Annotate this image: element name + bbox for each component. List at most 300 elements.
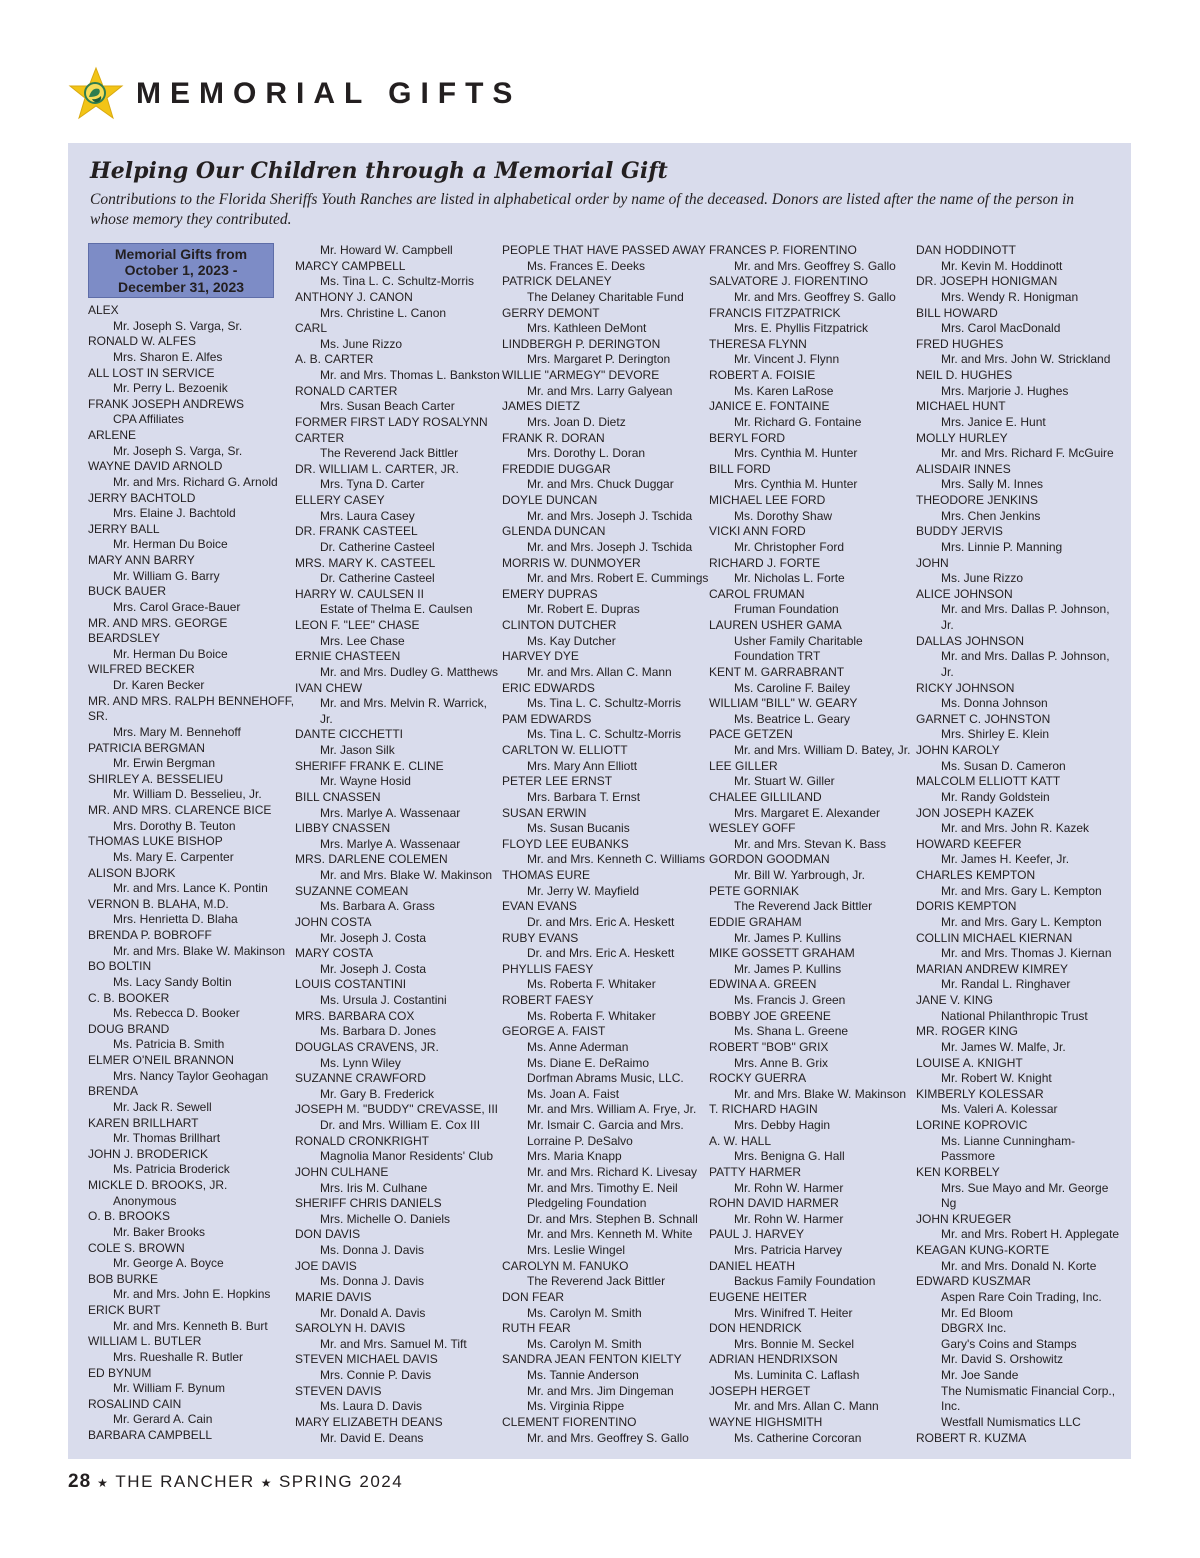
deceased-name: WAYNE HIGHSMITH xyxy=(709,1414,823,1429)
donor-name: Mr. Herman Du Boice xyxy=(113,537,228,552)
deceased-name: ROBERT "BOB" GRIX xyxy=(709,1039,829,1054)
deceased-name: JANICE E. FONTAINE xyxy=(709,399,830,414)
deceased-name: ERIC EDWARDS xyxy=(502,680,595,695)
deceased-name: KAREN BRILLHART xyxy=(88,1115,199,1130)
donor-name: Ms. Laura D. Davis xyxy=(320,1399,423,1414)
donor-name: Mr. Gerard A. Cain xyxy=(113,1412,213,1427)
donor-name: Mrs. Iris M. Culhane xyxy=(320,1180,428,1195)
deceased-name: KEN KORBELY xyxy=(916,1164,1000,1179)
donor-name: Mrs. Winifred T. Heiter xyxy=(734,1305,853,1320)
donor-name: Mr. and Mrs. Allan C. Mann xyxy=(527,664,672,679)
gift-column-1 xyxy=(88,243,295,1444)
donor-name: Usher Family Charitable xyxy=(734,633,863,648)
deceased-name: MRS. DARLENE COLEMEN xyxy=(295,852,448,867)
deceased-name: WILLIE "ARMEGY" DEVORE xyxy=(502,368,660,382)
donor-name: Mr. and Mrs. Geoffrey S. Gallo xyxy=(527,1430,689,1445)
donor-name: Mrs. Anne B. Grix xyxy=(734,1055,829,1070)
deceased-name: PETER LEE ERNST xyxy=(502,774,613,789)
deceased-name: THEODORE JENKINS xyxy=(916,493,1039,507)
donor-name: Mr. James W. Malfe, Jr. xyxy=(941,1039,1066,1054)
donor-name: Mr. Jerry W. Mayfield xyxy=(527,883,640,898)
deceased-name: PATRICIA BERGMAN xyxy=(88,740,205,755)
deceased-name: LIBBY CNASSEN xyxy=(295,821,391,836)
deceased-name: MARIE DAVIS xyxy=(295,1289,372,1304)
donor-name: Mr. Ed Bloom xyxy=(941,1305,1014,1320)
donor-name: Mrs. Linnie P. Manning xyxy=(941,539,1063,554)
deceased-name: EDDIE GRAHAM xyxy=(709,914,802,929)
deceased-name: ROSALIND CAIN xyxy=(88,1396,182,1411)
donor-name: Mrs. Marlye A. Wassenaar xyxy=(320,805,461,820)
donor-name: Dr. Catherine Casteel xyxy=(320,539,435,554)
donor-name: Mr. and Mrs. Jim Dingeman xyxy=(527,1383,674,1398)
donor-name: Ms. Francis J. Green xyxy=(734,993,846,1007)
deceased-name: ANTHONY J. CANON xyxy=(295,289,413,304)
donor-name: Mr. and Mrs. Gary L. Kempton xyxy=(941,914,1102,929)
deceased-name: ROBERT R. KUZMA xyxy=(916,1430,1027,1445)
deceased-name: EUGENE HEITER xyxy=(709,1289,808,1304)
donor-name: Mr. and Mrs. Gary L. Kempton xyxy=(941,883,1102,898)
panel-title: Helping Our Children through a Memorial Gift xyxy=(90,158,668,184)
deceased-name: ALISON BJORK xyxy=(88,865,176,880)
deceased-name: SAROLYN H. DAVIS xyxy=(295,1321,406,1336)
donor-name: Mr. and Mrs. Geoffrey S. Gallo xyxy=(734,258,896,273)
deceased-name: CLINTON DUTCHER xyxy=(502,618,617,632)
donor-name: Mr. and Mrs. Robert E. Cummings xyxy=(527,571,709,586)
deceased-name: SHERIFF FRANK E. CLINE xyxy=(295,758,444,773)
deceased-name: MR. AND MRS. CLARENCE BICE xyxy=(88,803,272,817)
donor-name: Mrs. Chen Jenkins xyxy=(941,508,1041,523)
deceased-name: STEVEN DAVIS xyxy=(295,1383,382,1398)
deceased-name: HARVEY DYE xyxy=(502,649,579,664)
donor-name: Mrs. Maria Knapp xyxy=(527,1149,622,1164)
deceased-name: MRS. BARBARA COX xyxy=(295,1008,415,1023)
deceased-name: ALISDAIR INNES xyxy=(916,461,1011,476)
donor-name: Mrs. Mary M. Bennehoff xyxy=(113,724,241,739)
donor-name: Ms. Carolyn M. Smith xyxy=(527,1305,642,1320)
donor-name: Mr. William D. Besselieu, Jr. xyxy=(113,787,262,802)
deceased-name: ELMER O'NEIL BRANNON xyxy=(88,1053,234,1067)
donor-name: The Delaney Charitable Fund xyxy=(527,289,684,304)
deceased-name: ERICK BURT xyxy=(88,1303,161,1317)
donor-name: Mr. Gary B. Frederick xyxy=(320,1086,435,1101)
donor-name: Mrs. Elaine J. Bachtold xyxy=(113,506,236,521)
deceased-name: ALL LOST IN SERVICE xyxy=(88,365,215,380)
donor-name: Mr. and Mrs. Blake W. Makinson xyxy=(113,943,286,958)
deceased-name: JOHN COSTA xyxy=(295,914,372,929)
deceased-name: JAMES DIETZ xyxy=(502,399,581,414)
deceased-name: A. W. HALL xyxy=(709,1133,772,1148)
donor-name: Mr. and Mrs. Chuck Duggar xyxy=(527,477,674,492)
deceased-name: FRED HUGHES xyxy=(916,336,1004,351)
donor-name: Mr. and Mrs. Stevan K. Bass xyxy=(734,836,887,851)
star-logo-icon xyxy=(68,66,124,122)
donor-name: Ms. Donna J. Davis xyxy=(320,1243,425,1257)
donor-name: Ms. Donna Johnson xyxy=(941,696,1048,711)
deceased-name: BO BOLTIN xyxy=(88,959,152,974)
donor-name: Mrs. Benigna G. Hall xyxy=(734,1149,845,1164)
deceased-name: JANE V. KING xyxy=(916,993,993,1007)
donor-name: Anonymous xyxy=(113,1193,177,1208)
donor-name: Estate of Thelma E. Caulsen xyxy=(320,602,473,617)
deceased-name: DOUG BRAND xyxy=(88,1021,170,1036)
deceased-name: MICHAEL HUNT xyxy=(916,399,1006,414)
deceased-name: HOWARD KEEFER xyxy=(916,836,1022,851)
donor-name: DBGRX Inc. xyxy=(941,1321,1007,1336)
donor-name: Ms. Beatrice L. Geary xyxy=(734,711,851,726)
donor-name: Ms. Donna J. Davis xyxy=(320,1274,425,1289)
donor-name: Dr. and Mrs. William E. Cox III xyxy=(320,1118,481,1132)
deceased-name: MARY ELIZABETH DEANS xyxy=(295,1414,443,1429)
deceased-name: BOBBY JOE GREENE xyxy=(709,1008,831,1023)
deceased-name: GEORGE A. FAIST xyxy=(502,1024,606,1039)
donor-name: Mrs. Tyna D. Carter xyxy=(320,477,425,492)
deceased-name: JERRY BALL xyxy=(88,521,160,536)
donor-name: Mr. and Mrs. Richard F. McGuire xyxy=(941,446,1114,461)
deceased-name: WILFRED BECKER xyxy=(88,662,195,677)
donor-name: Mr. and Mrs. Blake W. Makinson xyxy=(320,868,493,882)
donor-name: Dr. and Mrs. Eric A. Heskett xyxy=(527,914,675,929)
donor-name: Mrs. Sharon E. Alfes xyxy=(113,349,223,364)
deceased-name: SHERIFF CHRIS DANIELS xyxy=(295,1196,442,1211)
donor-name: Ms. Lacy Sandy Boltin xyxy=(113,974,232,989)
donor-name: Mr. and Mrs. Kenneth B. Burt xyxy=(113,1318,268,1333)
donor-name: Ms. Barbara D. Jones xyxy=(320,1024,437,1039)
deceased-name: LORINE KOPROVIC xyxy=(916,1118,1028,1132)
donor-name: Mr. James P. Kullins xyxy=(734,930,842,945)
deceased-name: PACE GETZEN xyxy=(709,727,793,742)
deceased-name: CLEMENT FIORENTINO xyxy=(502,1414,637,1429)
donor-name: Ms. Valeri A. Kolessar xyxy=(941,1102,1058,1117)
deceased-name: HARRY W. CAULSEN II xyxy=(295,586,424,601)
donor-name: Mr. Joe Sande xyxy=(941,1368,1019,1382)
donor-name: Mrs. Rueshalle R. Butler xyxy=(113,1349,244,1364)
donor-name: Ms. Lianne Cunningham- xyxy=(941,1133,1076,1148)
donor-name: Mr. Joseph S. Varga, Sr. xyxy=(113,443,243,458)
deceased-name: KEAGAN KUNG-KORTE xyxy=(916,1243,1050,1257)
gift-column-2 xyxy=(295,243,500,1446)
donor-name: Mr. and Mrs. Robert H. Applegate xyxy=(941,1227,1120,1242)
donor-name: Ms. Catherine Corcoran xyxy=(734,1430,862,1445)
donor-name: Ms. Barbara A. Grass xyxy=(320,899,435,914)
donor-name: Ms. Tina L. C. Schultz-Morris xyxy=(527,696,682,711)
donor-name: Mr. and Mrs. Timothy E. Neil xyxy=(527,1180,678,1195)
donor-name: Lorraine P. DeSalvo xyxy=(527,1133,633,1148)
donor-name: Foundation TRT xyxy=(734,649,821,664)
deceased-name: PEOPLE THAT HAVE PASSED AWAY xyxy=(502,243,706,257)
donor-name: Ms. Carolyn M. Smith xyxy=(527,1336,642,1351)
deceased-name: MALCOLM ELLIOTT KATT xyxy=(916,774,1061,789)
donor-name: Mr. Howard W. Campbell xyxy=(320,243,453,257)
deceased-name: GERRY DEMONT xyxy=(502,305,600,320)
donor-name: Ms. Diane E. DeRaimo xyxy=(527,1055,650,1070)
donor-name: Mrs. Kathleen DeMont xyxy=(527,321,647,336)
page-title: MEMORIAL GIFTS xyxy=(136,77,522,110)
donor-name: Mr. George A. Boyce xyxy=(113,1256,224,1271)
deceased-name: CARTER xyxy=(295,430,345,445)
donor-name: National Philanthropic Trust xyxy=(941,1008,1088,1023)
donor-name: Backus Family Foundation xyxy=(734,1274,876,1289)
donor-name: Ms. Joan A. Faist xyxy=(527,1086,620,1101)
donor-name: Mrs. Debby Hagin xyxy=(734,1118,831,1132)
donor-name: Mr. Perry L. Bezoenik xyxy=(113,381,228,396)
deceased-name: JOHN CULHANE xyxy=(295,1164,389,1179)
deceased-name: BERYL FORD xyxy=(709,430,786,445)
donor-name: Mr. William G. Barry xyxy=(113,568,220,583)
deceased-name: VICKI ANN FORD xyxy=(709,524,806,539)
deceased-name: JOSEPH M. "BUDDY" CREVASSE, III xyxy=(295,1102,499,1117)
deceased-name: RUBY EVANS xyxy=(502,930,579,945)
donor-name: Ms. Virginia Rippe xyxy=(527,1399,625,1414)
deceased-name: FRANCES P. FIORENTINO xyxy=(709,243,857,257)
deceased-name: T. RICHARD HAGIN xyxy=(709,1102,818,1117)
donor-name: Mr. James H. Keefer, Jr. xyxy=(941,852,1070,867)
deceased-name: COLLIN MICHAEL KIERNAN xyxy=(916,930,1073,945)
donor-name: Ms. Luminita C. Laflash xyxy=(734,1368,860,1382)
donor-name: Mr. and Mrs. Kenneth M. White xyxy=(527,1227,693,1242)
deceased-name: JERRY BACHTOLD xyxy=(88,490,196,505)
deceased-name: BARBARA CAMPBELL xyxy=(88,1428,213,1442)
donor-name: Mr. Joseph J. Costa xyxy=(320,961,427,976)
donor-name: Ms. Tina L. C. Schultz-Morris xyxy=(320,274,475,289)
donor-name: Mr. Robert E. Dupras xyxy=(527,602,640,617)
donor-name: Dr. Karen Becker xyxy=(113,678,205,692)
deceased-name: DORIS KEMPTON xyxy=(916,899,1017,914)
deceased-name: LAUREN USHER GAMA xyxy=(709,618,842,632)
donor-name: Mr. and Mrs. Richard G. Arnold xyxy=(113,474,278,489)
donor-name: Mrs. Susan Beach Carter xyxy=(320,399,455,414)
deceased-name: BOB BURKE xyxy=(88,1271,159,1286)
deceased-name: ROBERT FAESY xyxy=(502,993,594,1007)
donor-name: Mr. and Mrs. Joseph J. Tschida xyxy=(527,508,693,523)
deceased-name: MARCY CAMPBELL xyxy=(295,258,406,273)
deceased-name: RONALD CRONKRIGHT xyxy=(295,1133,430,1148)
donor-name: Mr. David S. Orshowitz xyxy=(941,1352,1064,1367)
deceased-name: ROHN DAVID HARMER xyxy=(709,1196,839,1211)
deceased-name: ALEX xyxy=(88,303,119,317)
deceased-name: LEON F. "LEE" CHASE xyxy=(295,618,420,632)
deceased-name: ROCKY GUERRA xyxy=(709,1071,807,1086)
donor-name: Mr. and Mrs. William A. Frye, Jr. xyxy=(527,1102,697,1117)
donor-name: Mr. and Mrs. Lance K. Pontin xyxy=(113,881,268,896)
deceased-name: RONALD W. ALFES xyxy=(88,334,197,349)
donor-name: Mrs. Sally M. Innes xyxy=(941,477,1044,492)
donor-name: Mrs. Christine L. Canon xyxy=(320,305,447,320)
deceased-name: GORDON GOODMAN xyxy=(709,852,830,867)
deceased-name: JOHN KAROLY xyxy=(916,743,1000,757)
donor-name: Mrs. Sue Mayo and Mr. George xyxy=(941,1180,1109,1195)
deceased-name: THERESA FLYNN xyxy=(709,336,807,351)
donor-name: Mr. and Mrs. Blake W. Makinson xyxy=(734,1086,907,1101)
donor-name: Mr. Kevin M. Hoddinott xyxy=(941,258,1063,273)
donor-name: Mrs. Marlye A. Wassenaar xyxy=(320,836,461,851)
deceased-name: KIMBERLY KOLESSAR xyxy=(916,1086,1044,1101)
donor-name: Mrs. Dorothy B. Teuton xyxy=(113,818,236,833)
deceased-name: MICHAEL LEE FORD xyxy=(709,493,826,507)
deceased-name: MOLLY HURLEY xyxy=(916,430,1008,445)
donor-name: The Reverend Jack Bittler xyxy=(734,899,873,914)
donor-name: Jr. xyxy=(941,664,954,679)
donor-name: Mrs. Patricia Harvey xyxy=(734,1243,843,1257)
donor-name: Mr. and Mrs. John E. Hopkins xyxy=(113,1287,271,1302)
deceased-name: THOMAS EURE xyxy=(502,868,591,882)
donor-name: Mrs. Nancy Taylor Geohagan xyxy=(113,1068,269,1083)
donor-name: Mrs. Janice E. Hunt xyxy=(941,414,1046,429)
donor-name: Ng xyxy=(941,1196,957,1211)
donor-name: Fruman Foundation xyxy=(734,602,839,617)
donor-name: The Numismatic Financial Corp., xyxy=(941,1383,1116,1398)
deceased-name: PAM EDWARDS xyxy=(502,711,592,726)
donor-name: Mr. and Mrs. Dudley G. Matthews xyxy=(320,664,499,679)
star-icon: ★ xyxy=(97,1476,110,1490)
donor-name: Mr. and Mrs. Geoffrey S. Gallo xyxy=(734,289,896,304)
donor-name: Mr. Bill W. Yarbrough, Jr. xyxy=(734,868,865,882)
donor-name: Mrs. Joan D. Dietz xyxy=(527,414,626,429)
memorial-gifts-panel xyxy=(68,143,1131,1459)
deceased-name: DANTE CICCHETTI xyxy=(295,727,403,742)
deceased-name: THOMAS LUKE BISHOP xyxy=(88,834,223,849)
deceased-name: PHYLLIS FAESY xyxy=(502,961,594,976)
deceased-name: VERNON B. BLAHA, M.D. xyxy=(88,896,229,911)
donor-name: Ms. June Rizzo xyxy=(941,571,1024,586)
donor-name: Dr. Catherine Casteel xyxy=(320,571,435,586)
donor-name: Ms. Susan Bucanis xyxy=(527,821,630,836)
deceased-name: JOE DAVIS xyxy=(295,1258,357,1273)
donor-name: Mrs. Connie P. Davis xyxy=(320,1368,432,1382)
donor-name: Mr. Randy Goldstein xyxy=(941,789,1050,804)
deceased-name: ROBERT A. FOISIE xyxy=(709,368,816,382)
date-range-box xyxy=(88,243,274,298)
donor-name: Mr. and Mrs. John W. Strickland xyxy=(941,352,1111,367)
deceased-name: IVAN CHEW xyxy=(295,680,363,695)
donor-name: Ms. Karen LaRose xyxy=(734,383,834,398)
deceased-name: MARY COSTA xyxy=(295,946,374,961)
donor-name: Mr. and Mrs. Dallas P. Johnson, xyxy=(941,649,1110,664)
donor-name: Mr. and Mrs. Samuel M. Tift xyxy=(320,1336,467,1351)
donor-name: Mrs. Henrietta D. Blaha xyxy=(113,912,238,927)
deceased-name: FORMER FIRST LADY ROSALYNN xyxy=(295,414,488,429)
date-range-label: Memorial Gifts from October 1, 2023 - December 31, 2023 xyxy=(114,245,248,295)
donor-name: Ms. Shana L. Greene xyxy=(734,1024,849,1039)
gift-column-4 xyxy=(709,243,909,1446)
deceased-name: ERNIE CHASTEEN xyxy=(295,649,401,664)
donor-name: Mr. and Mrs. John R. Kazek xyxy=(941,821,1090,836)
deceased-name: A. B. CARTER xyxy=(295,352,374,367)
deceased-name: MR. AND MRS. RALPH BENNEHOFF, xyxy=(88,693,295,708)
deceased-name: WILLIAM "BILL" W. GEARY xyxy=(709,696,858,711)
publication-name: THE RANCHER xyxy=(115,1472,255,1491)
donor-name: Ms. Rebecca D. Booker xyxy=(113,1006,240,1021)
deceased-name: COLE S. BROWN xyxy=(88,1240,185,1255)
deceased-name: SANDRA JEAN FENTON KIELTY xyxy=(502,1352,682,1367)
donor-name: Mr. Jason Silk xyxy=(320,743,395,757)
donor-name: Mr. Ismair C. Garcia and Mrs. xyxy=(527,1118,684,1132)
donor-name: Mr. and Mrs. Kenneth C. Williams xyxy=(527,852,706,867)
page-header xyxy=(68,66,968,126)
deceased-name: GARNET C. JOHNSTON xyxy=(916,711,1051,726)
donor-name: Mrs. Dorothy L. Doran xyxy=(527,446,646,461)
deceased-name: ALICE JOHNSON xyxy=(916,586,1013,601)
deceased-name: C. B. BOOKER xyxy=(88,990,170,1005)
deceased-name: MRS. MARY K. CASTEEL xyxy=(295,555,436,570)
deceased-name: DR. FRANK CASTEEL xyxy=(295,524,418,539)
donor-name: Mr. Jack R. Sewell xyxy=(113,1099,212,1114)
donor-name: Ms. Susan D. Cameron xyxy=(941,758,1066,773)
donor-name: Mr. Robert W. Knight xyxy=(941,1071,1052,1086)
donor-name: Westfall Numismatics LLC xyxy=(941,1414,1081,1429)
donor-name: Mr. and Mrs. Joseph J. Tschida xyxy=(527,539,693,554)
deceased-name: DR. WILLIAM L. CARTER, JR. xyxy=(295,461,459,476)
donor-name: Mrs. Michelle O. Daniels xyxy=(320,1211,451,1226)
deceased-name: PETE GORNIAK xyxy=(709,883,800,898)
deceased-name: BEARDSLEY xyxy=(88,631,161,646)
deceased-name: PATTY HARMER xyxy=(709,1164,802,1179)
donor-name: Mrs. E. Phyllis Fitzpatrick xyxy=(734,321,869,336)
donor-name: Mrs. Marjorie J. Hughes xyxy=(941,383,1069,398)
donor-name: Mr. Stuart W. Giller xyxy=(734,774,835,789)
donor-name: Dorfman Abrams Music, LLC. xyxy=(527,1071,684,1086)
deceased-name: MORRIS W. DUNMOYER xyxy=(502,555,641,570)
donor-name: Ms. Patricia B. Smith xyxy=(113,1037,225,1052)
donor-name: Mr. Richard G. Fontaine xyxy=(734,414,862,429)
donor-name: Passmore xyxy=(941,1149,996,1164)
donor-name: Ms. Dorothy Shaw xyxy=(734,508,833,523)
deceased-name: GLENDA DUNCAN xyxy=(502,524,606,539)
donor-name: Mr. Rohn W. Harmer xyxy=(734,1180,844,1195)
donor-name: Pledgeling Foundation xyxy=(527,1196,647,1211)
deceased-name: ED BYNUM xyxy=(88,1365,152,1380)
donor-name: Ms. Caroline F. Bailey xyxy=(734,680,851,695)
donor-name: Ms. Ursula J. Costantini xyxy=(320,993,447,1007)
deceased-name: CHALEE GILLILAND xyxy=(709,789,822,804)
deceased-name: BILL CNASSEN xyxy=(295,789,381,804)
donor-name: Mr. Rohn W. Harmer xyxy=(734,1211,844,1226)
deceased-name: SR. xyxy=(88,709,109,724)
donor-name: Mrs. Mary Ann Elliott xyxy=(527,758,638,773)
deceased-name: ELLERY CASEY xyxy=(295,493,385,507)
deceased-name: RONALD CARTER xyxy=(295,383,398,398)
page-number: 28 xyxy=(68,1471,92,1492)
deceased-name: RUTH FEAR xyxy=(502,1321,571,1336)
donor-name: Mr. and Mrs. Larry Galyean xyxy=(527,383,673,398)
donor-name: Mr. and Mrs. Donald N. Korte xyxy=(941,1258,1097,1273)
donor-name: Mrs. Laura Casey xyxy=(320,508,415,523)
donor-name: Mrs. Lee Chase xyxy=(320,633,405,648)
deceased-name: FREDDIE DUGGAR xyxy=(502,461,611,476)
donor-name: Ms. Roberta F. Whitaker xyxy=(527,1008,656,1023)
donor-name: Mr. Herman Du Boice xyxy=(113,646,228,661)
deceased-name: RICHARD J. FORTE xyxy=(709,555,821,570)
donor-name: Mrs. Carol MacDonald xyxy=(941,321,1061,336)
deceased-name: BUCK BAUER xyxy=(88,584,167,599)
gift-column-5 xyxy=(916,243,1121,1446)
donor-name: Mr. Joseph S. Varga, Sr. xyxy=(113,318,243,333)
deceased-name: CARL xyxy=(295,321,328,336)
donor-name: Dr. and Mrs. Stephen B. Schnall xyxy=(527,1211,698,1226)
deceased-name: EMERY DUPRAS xyxy=(502,586,598,601)
donor-name: Mr. and Mrs. Thomas L. Bankston xyxy=(320,368,500,382)
deceased-name: CHARLES KEMPTON xyxy=(916,868,1036,882)
donor-name: Mr. James P. Kullins xyxy=(734,961,842,976)
donor-name: Ms. Tannie Anderson xyxy=(527,1368,639,1382)
donor-name: Jr. xyxy=(941,618,954,632)
donor-name: Dr. and Mrs. Eric A. Heskett xyxy=(527,946,675,961)
deceased-name: BILL HOWARD xyxy=(916,305,998,320)
intro-text: Contributions to the Florida Sheriffs Youth Ranches are listed in alphabetical order by name of the deceased. Donors are listed after the name of the person in whose memory they contributed. xyxy=(90,191,1075,228)
deceased-name: JOHN J. BRODERICK xyxy=(88,1146,209,1161)
deceased-name: PAUL J. HARVEY xyxy=(709,1227,805,1242)
deceased-name: LINDBERGH P. DERINGTON xyxy=(502,336,661,351)
deceased-name: SALVATORE J. FIORENTINO xyxy=(709,274,869,289)
